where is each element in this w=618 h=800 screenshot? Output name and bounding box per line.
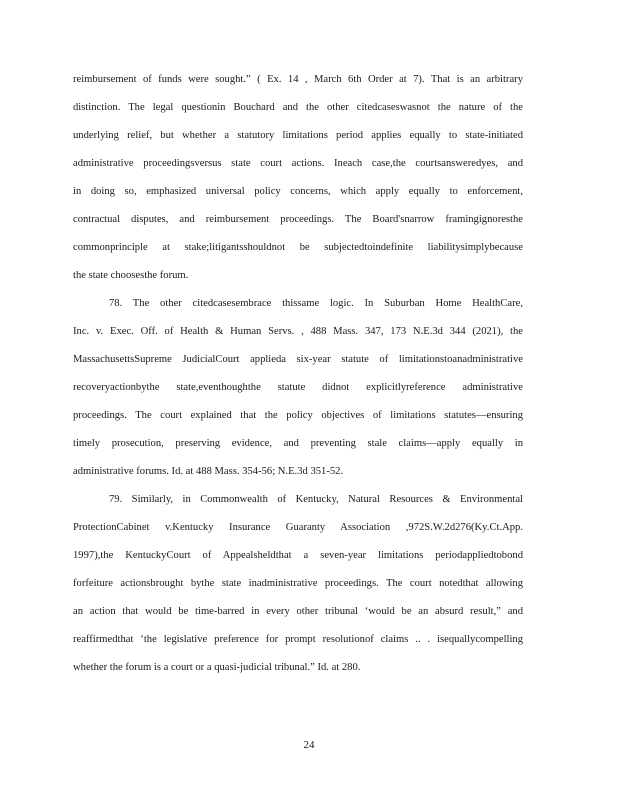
paragraph-79-line-3: 1997),the KentuckyCourt of Appealsheldthat a seven-year limitations periodappliedtobond <box>73 550 523 561</box>
paragraph-79-line-1: 79. Similarly, in Commonwealth of Kentucky, Natural Resources & Environmental <box>109 494 523 505</box>
body-line-7: commonprinciple at stake;litigantsshouldnot be subjectedtoindefinite liabilitysimplybecause <box>73 242 523 253</box>
body-line-3: underlying relief, but whether a statutory limitations period applies equally to state-initiated <box>73 130 523 141</box>
body-line-6: contractual disputes, and reimbursement proceedings. The Board'snarrow framingignoresthe <box>73 214 523 225</box>
paragraph-78-line-3: MassachusettsSupreme JudicialCourt applieda six-year statute of limitationstoanadministrative <box>73 354 523 365</box>
body-line-2: distinction. The legal questionin Bouchard and the other citedcaseswasnot the nature of the <box>73 102 523 113</box>
paragraph-78-line-4: recoveryactionbythe state,eventhoughthe statute didnot explicitlyreference administrative <box>73 382 523 393</box>
paragraph-78-line-2: Inc. v. Exec. Off. of Health & Human Servs. , 488 Mass. 347, 173 N.E.3d 344 (2021), the <box>73 326 523 337</box>
paragraph-79-line-4: forfeiture actionsbrought bythe state inadministrative proceedings. The court notedthat allowing <box>73 578 523 589</box>
page-number: 24 <box>303 739 315 751</box>
body-line-5: in doing so, emphasized universal policy concerns, which apply equally to enforcement, <box>73 186 523 197</box>
paragraph-79-line-7: whether the forum is a court or a quasi-judicial tribunal.” Id. at 280. <box>73 662 361 673</box>
paragraph-79-line-2: ProtectionCabinet v.Kentucky Insurance Guaranty Association ,972S.W.2d276(Ky.Ct.App. <box>73 522 523 533</box>
paragraph-78-line-6: timely prosecution, preserving evidence, and preventing stale claims—apply equally in <box>73 438 523 449</box>
paragraph-79-line-5: an action that would be time-barred in every other tribunal ‘would be an absurd result,” and <box>73 606 523 617</box>
body-line-1: reimbursement of funds were sought.” ( Ex. 14 , March 6th Order at 7). That is an arbitrary <box>73 74 523 85</box>
paragraph-79-line-6: reaffirmedthat ‘the legislative preference for prompt resolutionof claims .. . isequallycompelling <box>73 634 523 645</box>
paragraph-78-line-7: administrative forums. Id. at 488 Mass. 354-56; N.E.3d 351-52. <box>73 466 344 477</box>
body-line-8: the state choosesthe forum. <box>73 270 189 281</box>
body-line-4: administrative proceedingsversus state court actions. Ineach case,the courtsansweredyes, and <box>73 158 523 169</box>
paragraph-78-line-5: proceedings. The court explained that the policy objectives of limitations statutes—ensuring <box>73 410 523 421</box>
paragraph-78-line-1: 78. The other citedcasesembrace thissame logic. In Suburban Home HealthCare, <box>109 298 523 309</box>
